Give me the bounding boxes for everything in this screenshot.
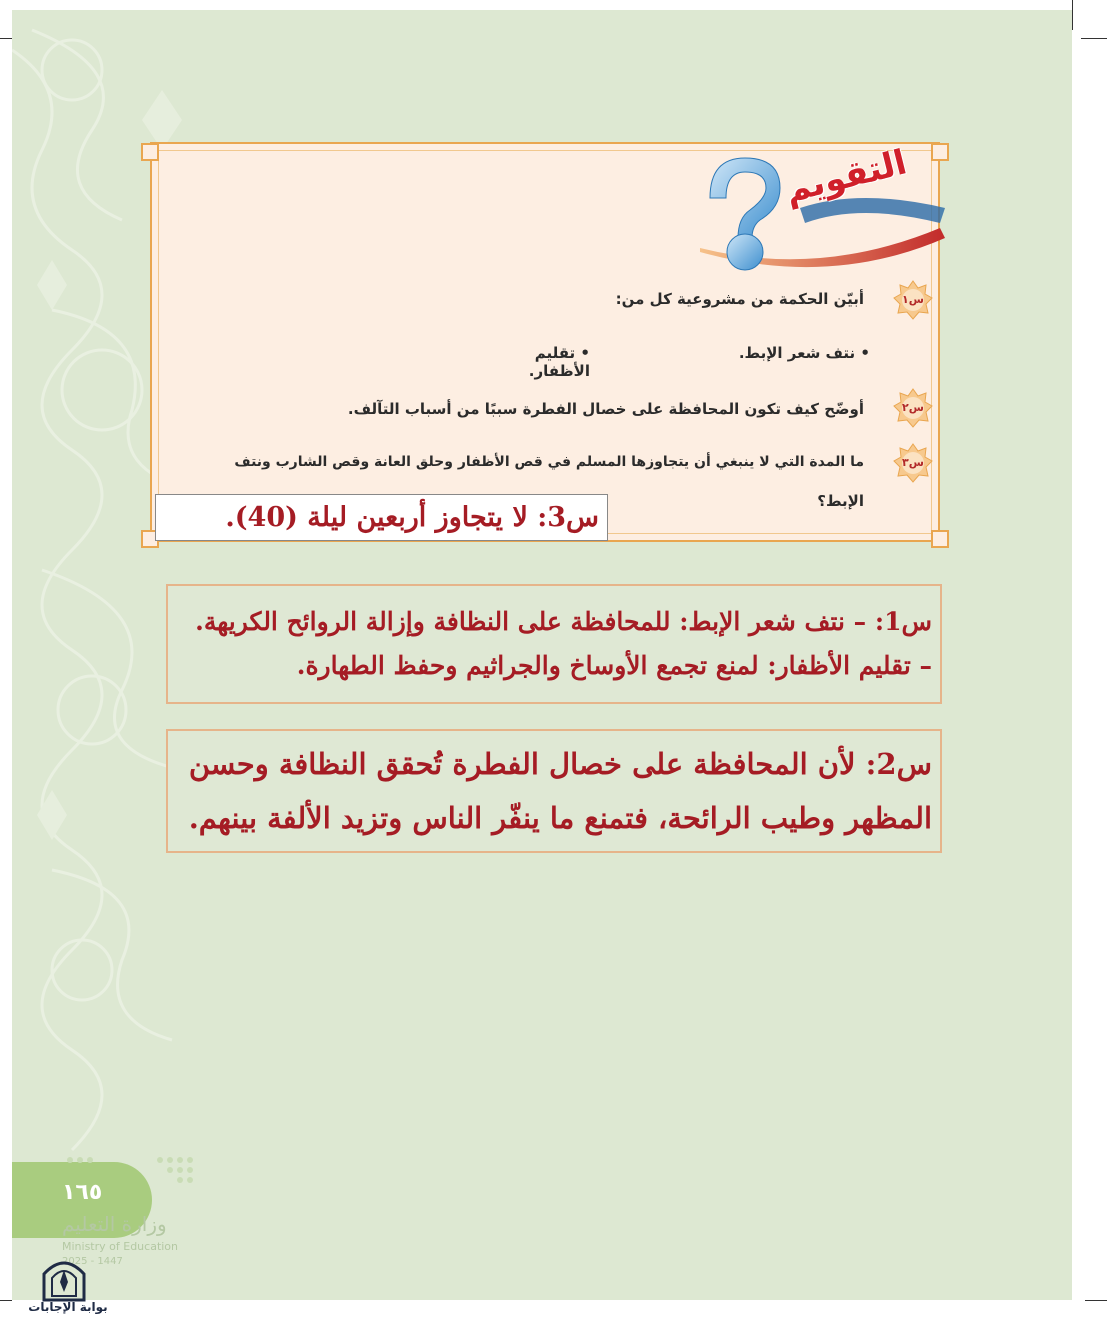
question-3-text-line2: الإبط؟ (817, 492, 864, 510)
answer-2-line2: المظهر وطيب الرائحة، فتمنع ما ينفّر الناس وتزيد الألفة بينهم. (188, 801, 932, 835)
question-2-text: أوضّح كيف تكون المحافظة على خصال الفطرة سببًا من أسباب التآلف. (347, 400, 864, 418)
crop-mark (1072, 0, 1073, 30)
question-3-text-line1: ما المدة التي لا ينبغي أن يتجاوزها المسلم في قص الأظفار وحلق العانة وقص الشارب ونتف (234, 454, 864, 470)
crop-mark (0, 1300, 12, 1301)
question-1-text: أبيّن الحكمة من مشروعية كل من: (615, 290, 864, 308)
answer-1-line2: – تقليم الأظفار: لمنع تجمع الأوساخ والجراثيم وحفظ الطهارة. (296, 651, 932, 680)
ministry-name-arabic: وزارة التعليم (62, 1212, 167, 1236)
answer-2-line1: س2: لأن المحافظة على خصال الفطرة تُحقق النظافة وحسن (188, 747, 932, 781)
question-number: س٢ (902, 401, 924, 414)
ministry-name-english: Ministry of Education (62, 1240, 179, 1253)
page-number: ١٦٥ (62, 1180, 103, 1205)
answers-portal-label: بوابة الإجابات (28, 1300, 108, 1314)
frame-corner (931, 530, 949, 548)
question-1-bullet-a: • نتف شعر الإبط. (738, 344, 870, 362)
answer-1-line1: س1: – نتف شعر الإبط: للمحافظة على النظافة وإزالة الروائح الكريهة. (195, 607, 932, 636)
frame-corner (141, 143, 159, 161)
ministry-year: 2025 - 1447 (62, 1256, 123, 1267)
crop-mark (1085, 1300, 1107, 1301)
question-number: س٣ (902, 456, 924, 469)
answers-portal-logo-icon (40, 1256, 88, 1302)
answer-1-box (166, 584, 942, 704)
answer-2-box (166, 729, 942, 853)
section-title: التقويم (781, 142, 911, 212)
question-1-bullet-b: • تقليم الأظفار. (528, 344, 590, 380)
answer-3-box: س3: لا يتجاوز أربعين ليلة (40). (155, 494, 608, 541)
crop-mark (1081, 38, 1107, 39)
question-number: س١ (902, 293, 924, 306)
